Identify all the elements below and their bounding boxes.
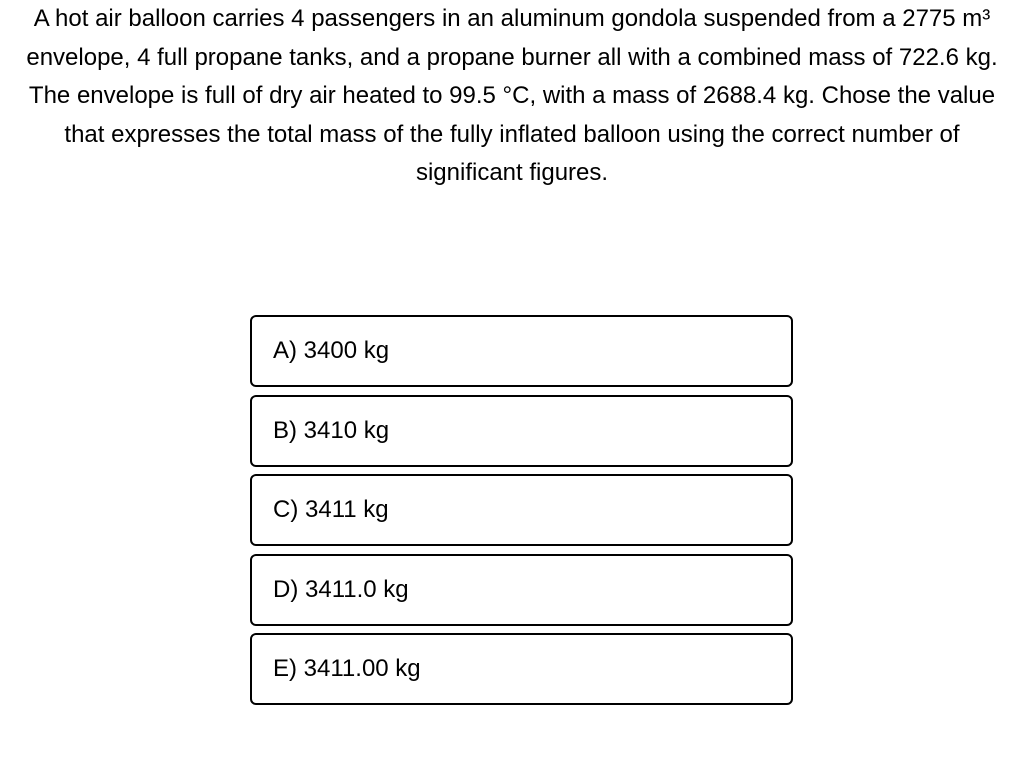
option-b[interactable] (250, 395, 793, 467)
answer-options (250, 315, 793, 713)
question-text: A hot air balloon carries 4 passengers in an aluminum gondola suspended from a 2775 m³ envelope, 4 full propane tanks, and a propane burner all with a combined mass of 722.6 kg. The envelope is full of dry air heated to 99.5 °C, with a mass of 2688.4 kg. Chose the value that expresses the total mass of the fully inflated balloon using the correct number of significant figures. (26, 5, 998, 186)
option-e[interactable] (250, 633, 793, 705)
option-e-label: E) 3411.00 kg (273, 655, 421, 682)
option-b-label: B) 3410 kg (273, 416, 390, 444)
option-d-label: D) 3411.0 kg (273, 575, 409, 603)
option-c[interactable] (250, 474, 793, 546)
option-d[interactable] (250, 554, 793, 626)
option-a-label: A) 3400 kg (273, 337, 390, 364)
option-c-label: C) 3411 kg (273, 496, 389, 523)
option-a[interactable] (250, 315, 793, 387)
